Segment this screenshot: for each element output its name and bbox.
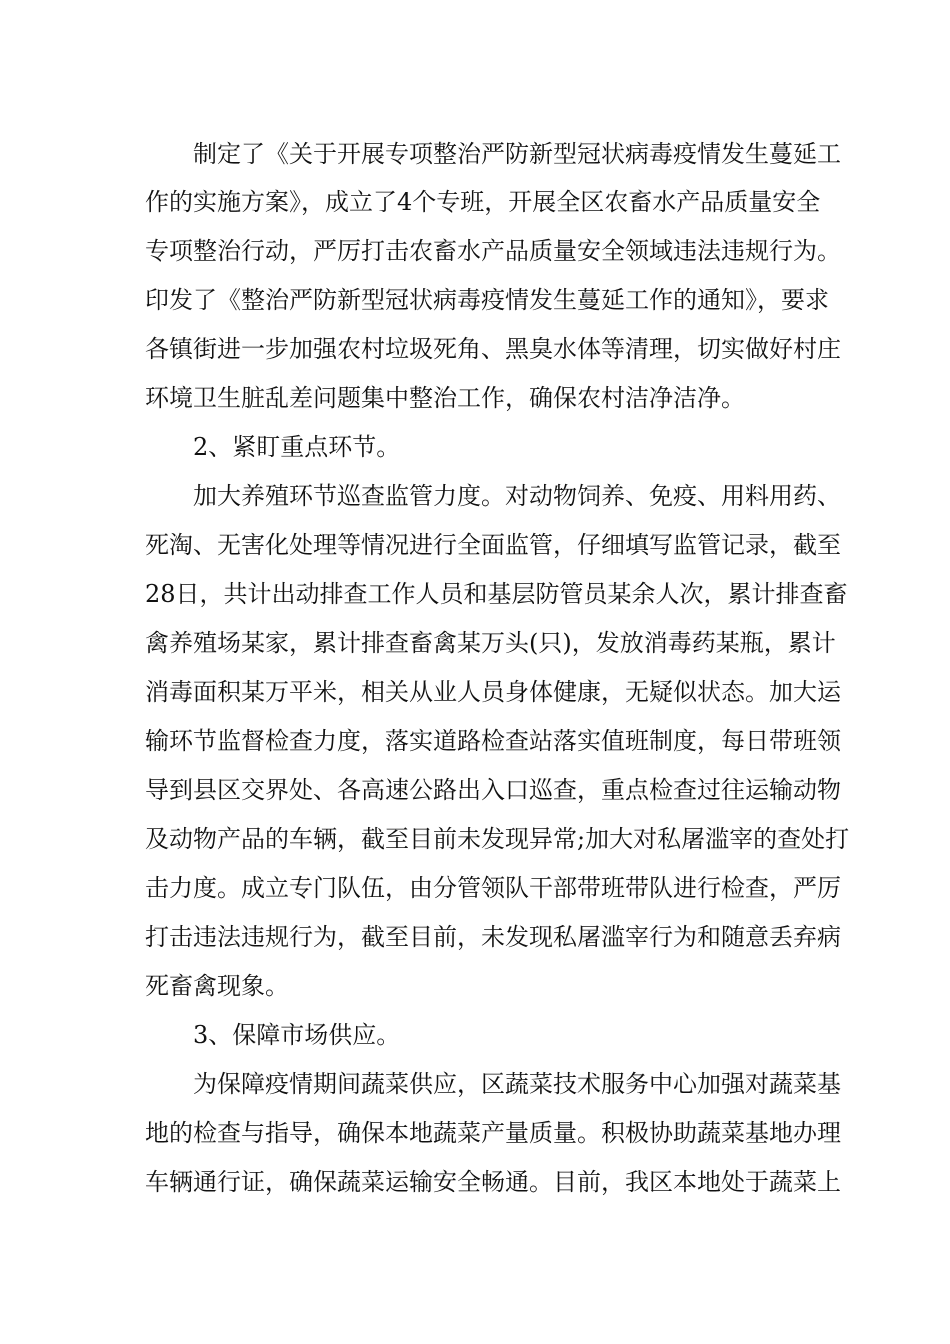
text-line: 28日，共计出动排查工作人员和基层防管员某余人次，累计排查畜: [145, 580, 848, 608]
text-line: 各镇街进一步加强农村垃圾死角、黑臭水体等清理，切实做好村庄: [145, 335, 841, 363]
text-line: 死畜禽现象。: [145, 972, 289, 1000]
text-line: 作的实施方案》，成立了4个专班，开展全区农畜水产品质量安全: [145, 188, 821, 216]
text-line: 及动物产品的车辆，截至目前未发现异常;加大对私屠滥宰的查处打: [145, 825, 850, 853]
text-line: 击力度。成立专门队伍，由分管领队干部带班带队进行检查，严厉: [145, 874, 841, 902]
text-line: 印发了《整治严防新型冠状病毒疫情发生蔓延工作的通知》，要求: [145, 286, 829, 314]
text-line: 地的检查与指导，确保本地蔬菜产量质量。积极协助蔬菜基地办理: [145, 1119, 841, 1147]
text-line: 车辆通行证，确保蔬菜运输安全畅通。目前，我区本地处于蔬菜上: [145, 1168, 841, 1196]
text-line: 输环节监督检查力度，落实道路检查站落实值班制度，每日带班领: [145, 727, 841, 755]
text-line: 制定了《关于开展专项整治严防新型冠状病毒疫情发生蔓延工: [193, 140, 841, 168]
text-line: 环境卫生脏乱差问题集中整治工作，确保农村洁净洁净。: [145, 384, 745, 412]
section-heading: 2、紧盯重点环节。: [193, 433, 401, 461]
text-line: 打击违法违规行为，截至目前，未发现私屠滥宰行为和随意丢弃病: [145, 923, 841, 951]
text-line: 导到县区交界处、各高速公路出入口巡查，重点检查过往运输动物: [145, 776, 841, 804]
text-line: 加大养殖环节巡查监管力度。对动物饲养、免疫、用料用药、: [193, 482, 841, 510]
section-heading: 3、保障市场供应。: [193, 1021, 401, 1049]
text-line: 消毒面积某万平米，相关从业人员身体健康，无疑似状态。加大运: [145, 678, 841, 706]
text-line: 死淘、无害化处理等情况进行全面监管，仔细填写监管记录，截至: [145, 531, 841, 559]
text-line: 专项整治行动，严厉打击农畜水产品质量安全领域违法违规行为。: [145, 237, 841, 265]
text-line: 禽养殖场某家，累计排查畜禽某万头(只)，发放消毒药某瓶，累计: [145, 629, 836, 657]
text-line: 为保障疫情期间蔬菜供应，区蔬菜技术服务中心加强对蔬菜基: [193, 1070, 841, 1098]
